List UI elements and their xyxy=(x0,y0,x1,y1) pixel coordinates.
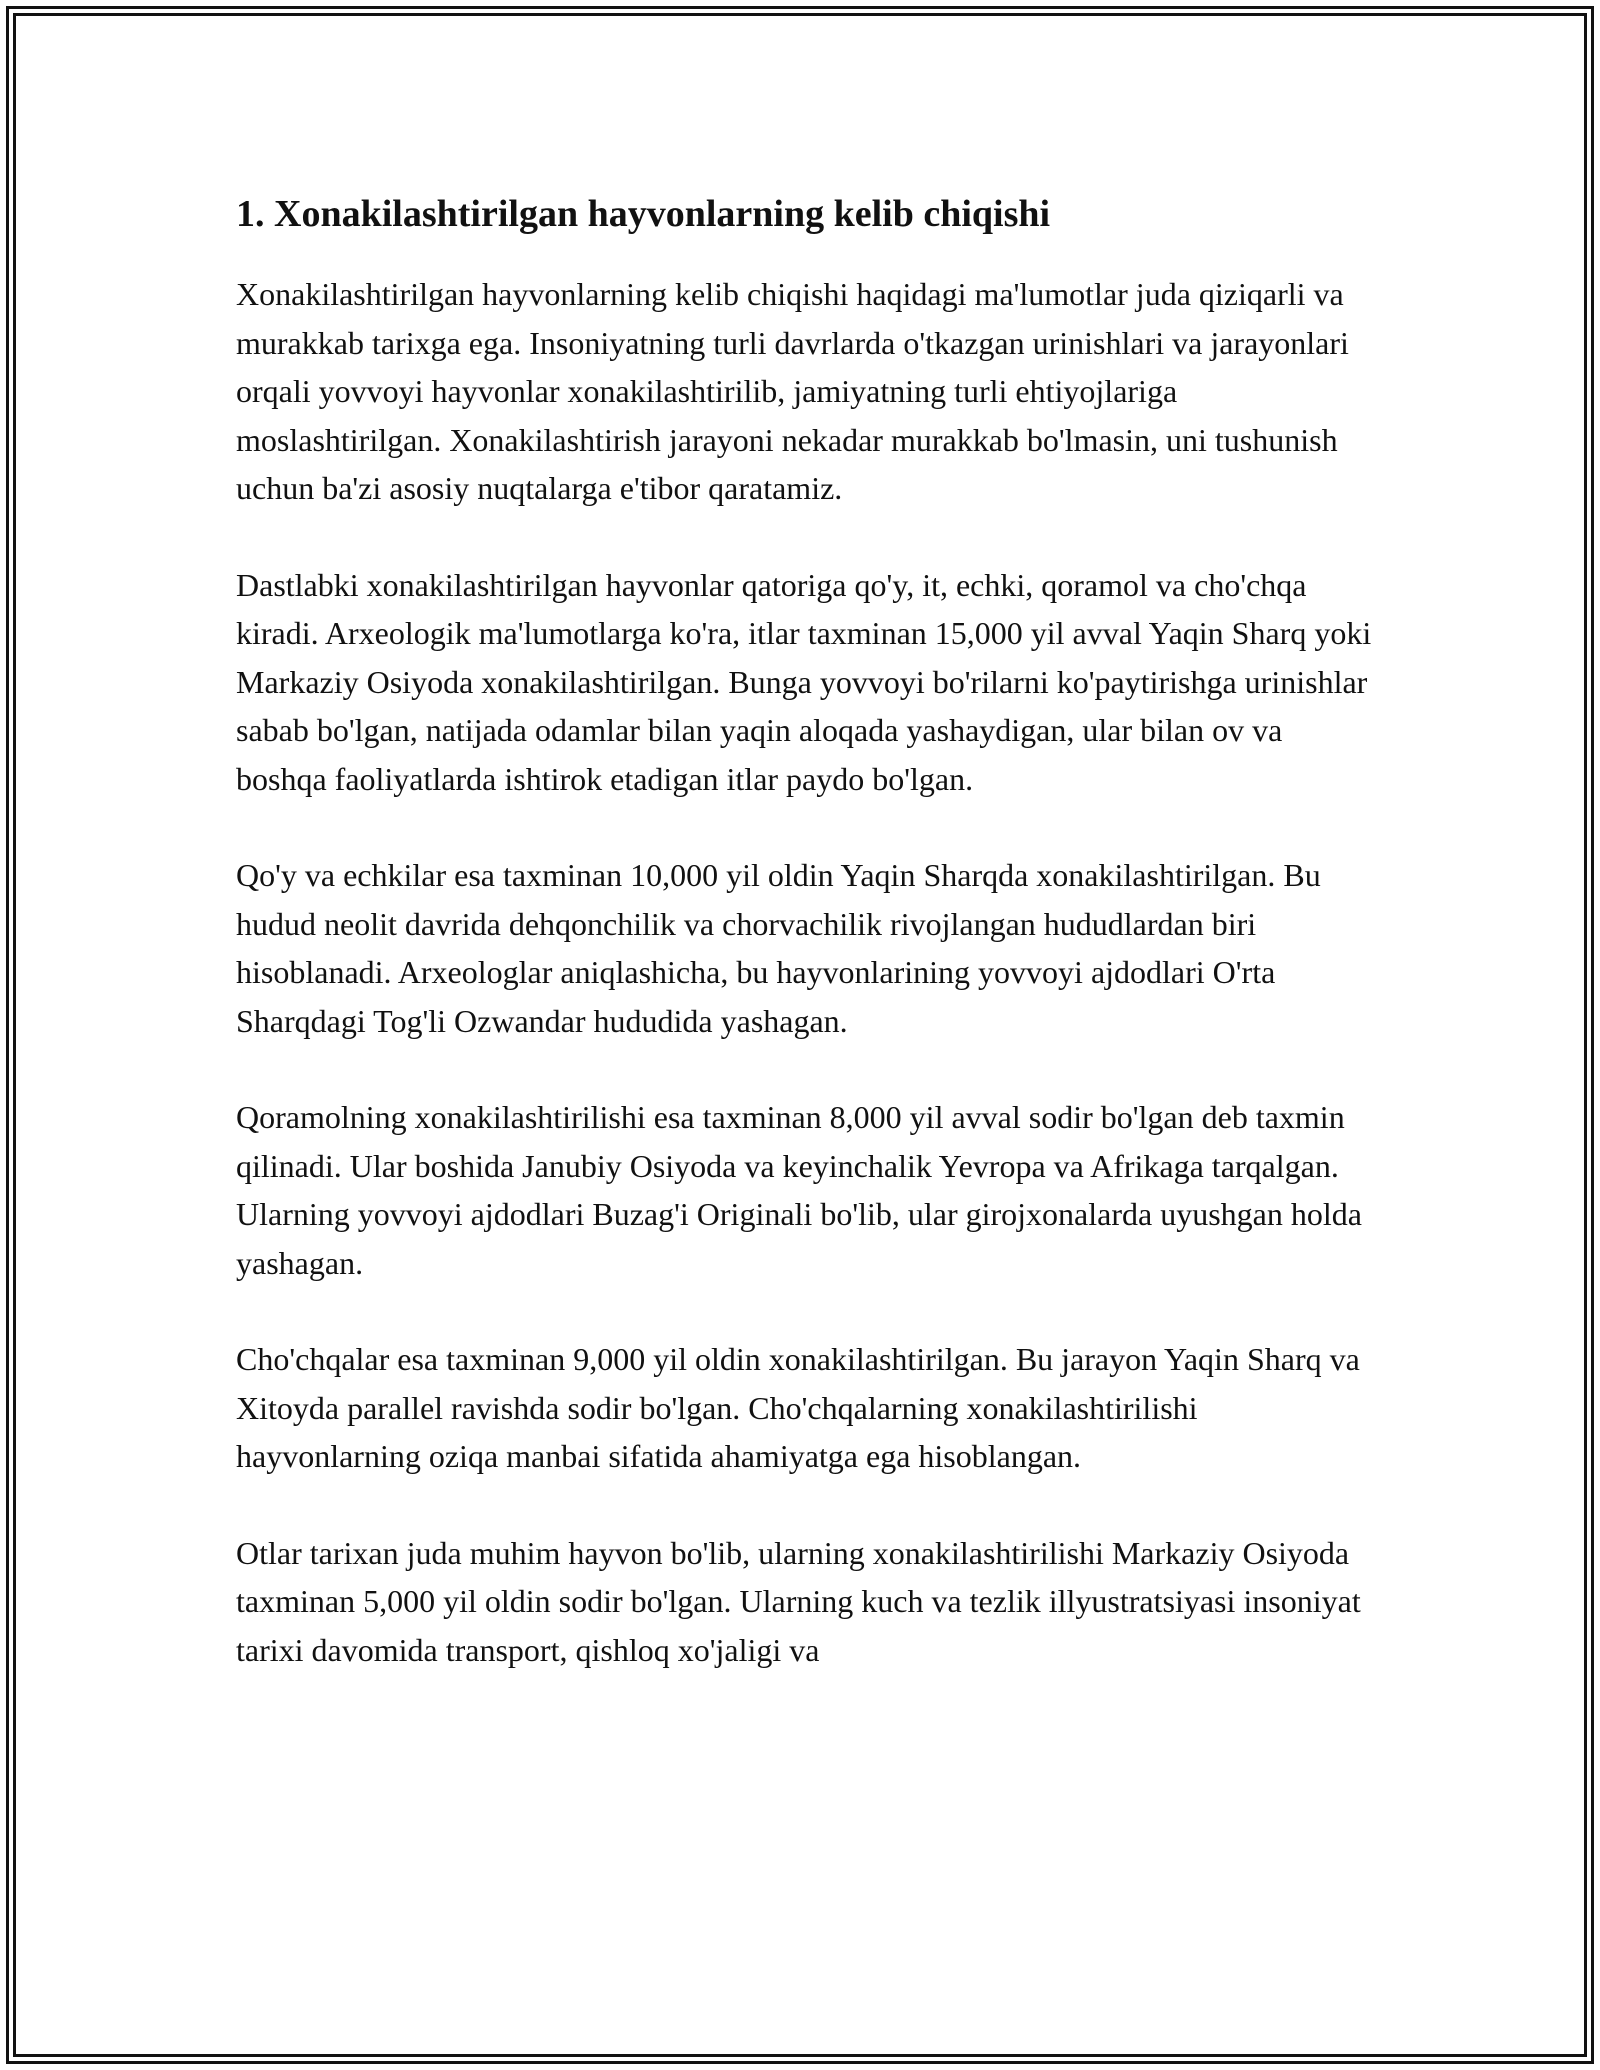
section-heading: 1. Xonakilashtirilgan hayvonlarning kelib chiqishi xyxy=(236,193,1051,235)
document-body xyxy=(236,188,1376,1674)
paragraph-dogs: Dastlabki xonakilashtirilgan hayvonlar qatoriga qo'y, it, echki, qoramol va cho'chqa kiradi. Arxeologik ma'lumotlarga ko'ra, itlar taxminan 15,000 yil avval Yaqin Sharq yoki Markaziy Osiyoda xonakilashtirilgan. Bunga yovvoyi bo'rilarni ko'paytirishga urinishlar sabab bo'lgan, natijada odamlar bilan yaqin aloqada yashaydigan, ular bilan ov va boshqa faoliyatlarda ishtirok etadigan itlar paydo bo'lgan. xyxy=(236,566,1372,797)
paragraph-sheep-goats: Qo'y va echkilar esa taxminan 10,000 yil oldin Yaqin Sharqda xonakilashtirilgan. Bu hudud neolit davrida dehqonchilik va chorvachilik rivojlangan hududlardan biri hisoblanadi. Arxeologlar aniqlashicha, bu hayvonlarining yovvoyi ajdodlari O'rta Sharqdagi Tog'li Ozwandar hududida yashagan. xyxy=(236,857,1321,1039)
paragraph-cattle: Qoramolning xonakilashtirilishi esa taxminan 8,000 yil avval sodir bo'lgan deb taxmin qilinadi. Ular boshida Janubiy Osiyoda va keyinchalik Yevropa va Afrikaga tarqalgan. Ularning yovvoyi ajdodlari Buzag'i Originali bo'lib, ular girojxonalarda uyushgan holda yashagan. xyxy=(236,1099,1362,1281)
paragraph-intro: Xonakilashtirilgan hayvonlarning kelib chiqishi haqidagi ma'lumotlar juda qiziqarli va murakkab tarixga ega. Insoniyatning turli davrlarda o'tkazgan urinishlari va jarayonlari orqali yovvoyi hayvonlar xonakilashtirilib, jamiyatning turli ehtiyojlariga moslashtirilgan. Xonakilashtirish jarayoni nekadar murakkab bo'lmasin, uni tushunish uchun ba'zi asosiy nuqtalarga e'tibor qaratamiz. xyxy=(236,276,1349,506)
paragraph-pigs: Cho'chqalar esa taxminan 9,000 yil oldin xonakilashtirilgan. Bu jarayon Yaqin Sharq va Xitoyda parallel ravishda sodir bo'lgan. Cho'chqalarning xonakilashtirilishi hayvonlarning oziqa manbai sifatida ahamiyatga ega hisoblangan. xyxy=(236,1341,1360,1474)
paragraph-horses: Otlar tarixan juda muhim hayvon bo'lib, ularning xonakilashtirilishi Markaziy Osiyoda taxminan 5,000 yil oldin sodir bo'lgan. Ularning kuch va tezlik illyustratsiyasi insoniyat tarixi davomida transport, qishloq xo'jaligi va xyxy=(236,1534,1361,1668)
